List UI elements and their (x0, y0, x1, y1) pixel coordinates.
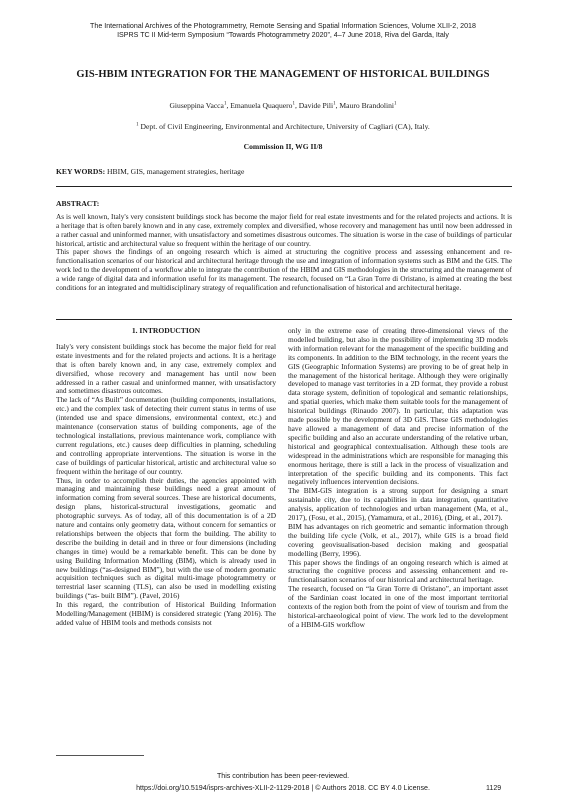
abstract-paragraph: As is well known, Italy's very consistent buildings stock has become the major field for real estate investments and for the related projects and actions. It is a heritage that is often barely known and in any case, extremely complex and diversified, whose recovery and management has until now been addressed in a rather casual and uninformed manner, with unsatisfactory and sometimes disastrous outcomes. The situation is worse in the case of buildings of particular historical, artistic and architectural value so frequent within the heritage of our country. (56, 212, 512, 248)
author-list: Giuseppina Vacca$^1$, Emanuela Quaquero$^1$, Davide Pili$^1$, Mauro Brandolini$^1$ (169, 101, 397, 110)
body-paragraph: The lack of “As Built” documentation (building components, installations, etc.) and the complex task of detecting their current status in terms of use (intended use and space dimensions, environmental context, etc.) and maintenance (conservation status of building components, age of the technological installations, previous maintenance work, compliance with current regulations, etc.) causes deep difficulties in planning, scheduling and controlling appropriate interventions. The situation is worse in the case of buildings of particular historical, artistic and architectural value so frequent within the heritage of our country. (56, 395, 276, 476)
abstract-paragraph: This paper shows the findings of an ongoing research which is aimed at structuring the cognitive process and assessing enhancement and re-functionalisation scenarios of our historical and architectural heritage through the use and integration of information systems such as BIM and the GIS. The work led to the development of a workflow able to integrate the contribution of the HBIM and GIS methodologies in the structuring and the management of a wide range of digital data and information useful for its management. The research, focused on “La Gran Torre di Oristano, is aimed at creating the best conditions for an integrated and multidisciplinary strategy of requalification and refunctionalisation of historical and architectural heritage. (56, 247, 512, 292)
journal-header-line2: ISPRS TC II Mid-term Symposium “Towards Photogrammetry 2020”, 4–7 June 2018, Riva del Garda, Italy (117, 31, 449, 39)
divider-top (56, 186, 512, 187)
body-paragraph: Italy's very consistent buildings stock has become the major field for real estate investments and for the related projects and actions. It is a heritage that is often barely known and, in any case, extremely complex and diversified, whose recovery and management has until now been addressed in a rather casual and uninformed manner, with unsatisfactory and sometimes disastrous outcomes. (56, 341, 276, 396)
author-name: Davide Pili (298, 101, 334, 110)
author-affil-mark: 1 (394, 101, 397, 107)
column-left (56, 327, 276, 628)
body-paragraph: This paper shows the findings of an ongoing research which is aimed at structuring the cognitive process and assessing enhancement and re-functionalisation scenarios of our historical and architectural heritage. (288, 557, 508, 585)
divider-bottom (56, 319, 512, 320)
author-affil-mark: 1 (333, 101, 336, 107)
column-right (288, 327, 508, 630)
commission-label: Commission II, WG II/8 (243, 142, 323, 151)
body-paragraph: Thus, in order to accomplish their duties, the agencies appointed with managing and maintaining these buildings need a great amount of information coming from several sources. These are historical documents, design plans, historical-structural investigations, geomatic and photographic surveys. As of today, all of this documentation is of a 2D nature and contains only geometry data, without concern for semantics or relationships between the objects that form the building. The ability to describe the building in detail and in three or four dimensions (including changes in time) would be a remarkable benefit. This can be done by using Building Information Modelling (BIM), which is already used in new buildings (“as-designed BIM”), but with the use of modern geomatic acquisition techniques such as digital multi-image photogrammetry or terrestrial laser scanning (TLS), can also be used in modelling existing buildings (“as- built BIM”). (Pavel, 2016) (56, 475, 276, 601)
keywords-label: KEY WORDS: (56, 167, 106, 176)
footer-review-note: This contribution has been peer-reviewed. (216, 772, 350, 780)
abstract-heading: ABSTRACT: (56, 199, 100, 208)
affiliation-mark: 1 (136, 122, 139, 128)
affiliation-text: Dept. of Civil Engineering, Environmental and Architecture, University of Cagliari (CA), Italy. (138, 122, 430, 131)
body-paragraph: only in the extreme ease of creating three-dimensional views of the modelled building, but also in the possibility of implementing 3D models with information relevant for the management of the specific building and its components. In addition to the BIM technology, in the recent years the GIS (Geographic Information Systems) are proving to be of great help in the management of the historical heritage. Although they were originally developed to manage vast territories in a 2D format, they provide a robust data storage system, definition of topological and semantic relationships, and spatial queries, which make them suitable tools for the management of historical buildings (Rinaudo 2007). In particular, this adaptation was made possible by the development of 3D GIS. These GIS methodologies have allowed a management of data and precise information of the specific building and also an accurate understanding of the relative urban, historical and geographical contextualisation. Although these tools are widespread in the administrations which are responsible for managing this enormous heritage, there is still a lack in the process of visualization and interpretation of the specific building and its components. This fact negatively influences intervention decisions. (288, 326, 508, 487)
body-paragraph: The BIM-GIS integration is a strong support for designing a smart sustainable city, due to its capabilities in data integration, quantitative analysis, application of technologies and urban management (Ma, et al., 2017), (Fosu, et al., 2015), (Yamamura, et al., 2016), (Ding, et al., 2017). (288, 486, 508, 523)
body-paragraph: The research, focused on “la Gran Torre di Oristano”, an important asset of the Sardinian coast located in one of the most important territorial contexts of the region both from the point of view of tourism and from the historical-archaeological point of view. The work led to the development of a HBIM-GIS workflow (288, 584, 508, 629)
author-name: Mauro Brandolini (339, 101, 395, 110)
paper-title: GIS-HBIM INTEGRATION FOR THE MANAGEMENT OF HISTORICAL BUILDINGS (76, 69, 490, 80)
keywords (56, 167, 526, 176)
section-heading-introduction: 1. INTRODUCTION (131, 326, 201, 335)
affiliation (0, 122, 566, 131)
author-name: Emanuela Quaquero (230, 101, 293, 110)
keywords-text: HBIM, GIS, management strategies, heritage (105, 167, 245, 176)
author-name: Giuseppina Vacca (169, 101, 224, 110)
author-affil-mark: 1 (223, 101, 227, 107)
body-paragraph: BIM has advantages on rich geometric and semantic information through the building life cycle (Volk, et al., 2017), while GIS is a broad field covering geovisualisation-based decision making and geospatial modelling (Berry, 1996). (288, 521, 508, 558)
footnote-rule (56, 755, 144, 756)
author-affil-mark: 1 (292, 101, 295, 107)
footer-doi-link[interactable]: https://doi.org/10.5194/isprs-archives-XLII-2-1129-2018 | © Authors 2018. CC BY 4.0 License. (136, 784, 430, 792)
abstract-body (56, 213, 512, 293)
page-number: 1129 (486, 784, 502, 792)
body-paragraph: In this regard, the contribution of Historical Building Information Modelling/Management (HBIM) is considered strategic (Yang 2016). The added value of HBIM tools and methods consists not (56, 600, 276, 627)
journal-header-line1: The International Archives of the Photogrammetry, Remote Sensing and Spatial Information Sciences, Volume XLII-2, 2018 (90, 22, 476, 30)
